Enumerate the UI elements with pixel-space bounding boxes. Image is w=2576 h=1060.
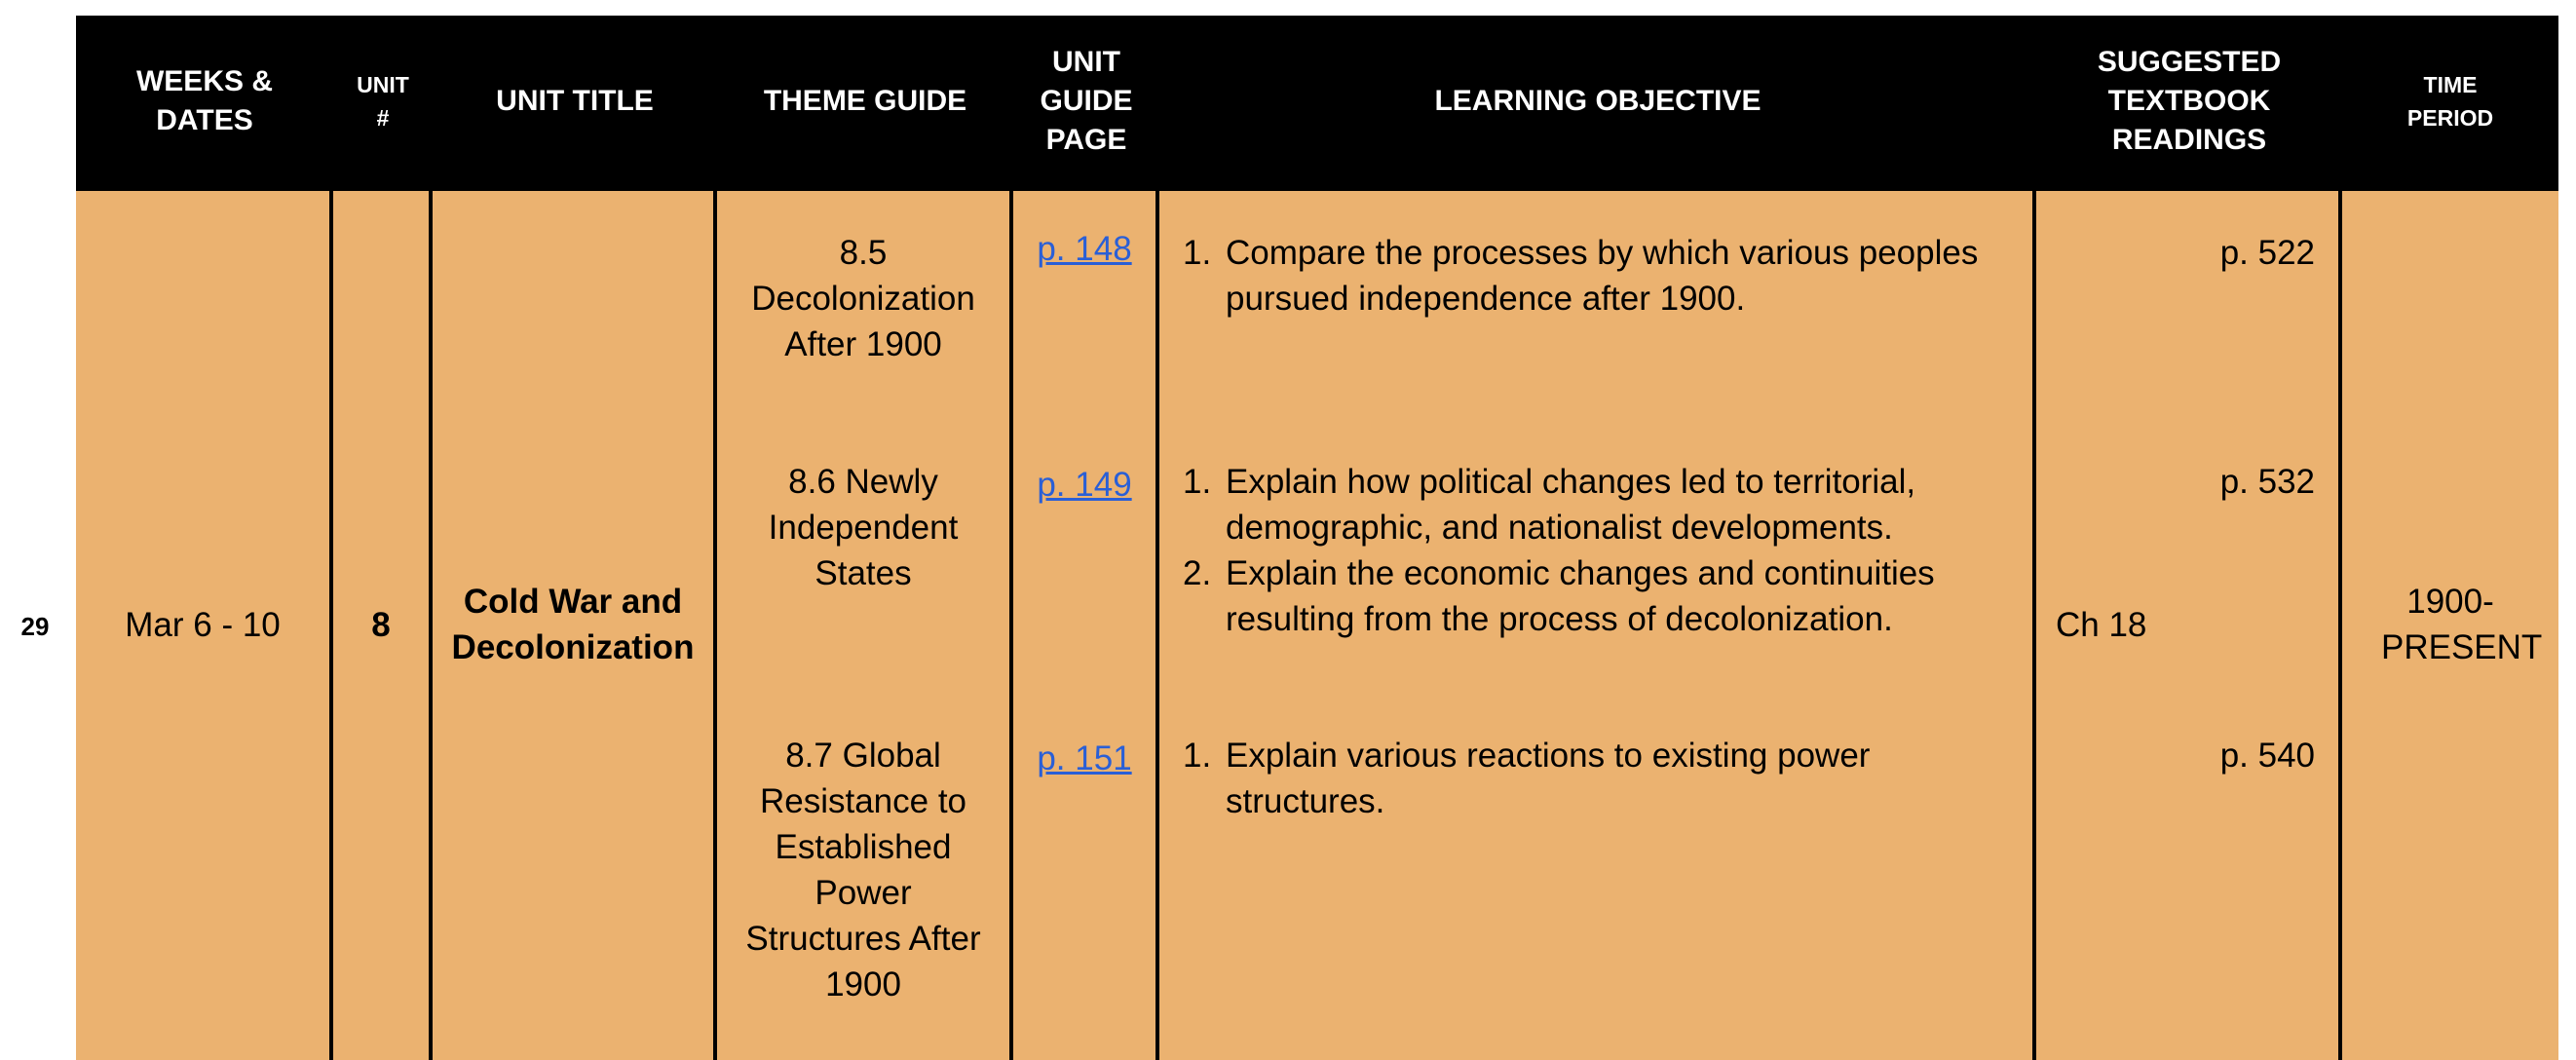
theme-guide-cell xyxy=(717,191,1009,1060)
time-period-text: 1900-PRESENT xyxy=(2381,583,2543,666)
theme-8-6: 8.6 Newly Independent States xyxy=(768,463,959,592)
header-theme-guide: THEME GUIDE xyxy=(763,85,967,117)
unit-number-text: 8 xyxy=(371,606,391,644)
objective-item: 2. Explain the economic changes and continuities resulting from the process of decolonization. xyxy=(1183,554,1935,638)
objective-item: 1. Compare the processes by which various peoples pursued independence after 1900. xyxy=(1183,234,1979,318)
row-number: 29 xyxy=(20,612,50,641)
header-unit-guide-page: UNIT GUIDE PAGE xyxy=(1040,46,1133,156)
chapter-text: Ch 18 xyxy=(2056,606,2147,644)
reading-page-532: p. 532 xyxy=(2219,463,2315,501)
learning-objective-cell xyxy=(1159,191,2032,1060)
unit-title-text: Cold War and Decolonization xyxy=(451,583,695,666)
header-suggested-readings: SUGGESTED TEXTBOOK READINGS xyxy=(2097,46,2282,156)
dates-cell xyxy=(76,191,329,1060)
objectives-8-6 xyxy=(1183,459,2013,642)
header-unit-number: UNIT # xyxy=(357,72,409,131)
objectives-8-7 xyxy=(1183,733,2013,824)
reading-page-522: p. 522 xyxy=(2219,234,2315,272)
guide-page-link-148[interactable]: p. 148 xyxy=(1037,230,1132,268)
guide-page-link-149[interactable]: p. 149 xyxy=(1037,466,1132,504)
header-weeks-dates: WEEKS & DATES xyxy=(135,65,273,136)
theme-8-5: 8.5 Decolonization After 1900 xyxy=(751,234,975,363)
objective-item: 1. Explain various reactions to existing power structures. xyxy=(1183,737,1871,820)
suggested-readings-cell xyxy=(2036,191,2338,1060)
header-unit-title: UNIT TITLE xyxy=(496,85,654,117)
unit-title-cell xyxy=(433,191,713,1060)
theme-8-7: 8.7 Global Resistance to Established Power Structures After 1900 xyxy=(745,737,981,1003)
unit-guide-page-cell xyxy=(1013,191,1155,1060)
time-period-cell xyxy=(2342,191,2558,1060)
objectives-8-5 xyxy=(1183,230,2013,322)
reading-page-540: p. 540 xyxy=(2219,737,2315,775)
header-time-period: TIME PERIOD xyxy=(2406,72,2494,131)
dates-text: Mar 6 - 10 xyxy=(125,606,281,644)
objective-item: 1. Explain how political changes led to territorial, demographic, and nationalist developments. xyxy=(1183,463,1916,547)
header-learning-objective: LEARNING OBJECTIVE xyxy=(1434,85,1762,117)
guide-page-link-151[interactable]: p. 151 xyxy=(1037,739,1132,777)
unit-number-cell xyxy=(333,191,429,1060)
schedule-table xyxy=(76,16,2558,1060)
